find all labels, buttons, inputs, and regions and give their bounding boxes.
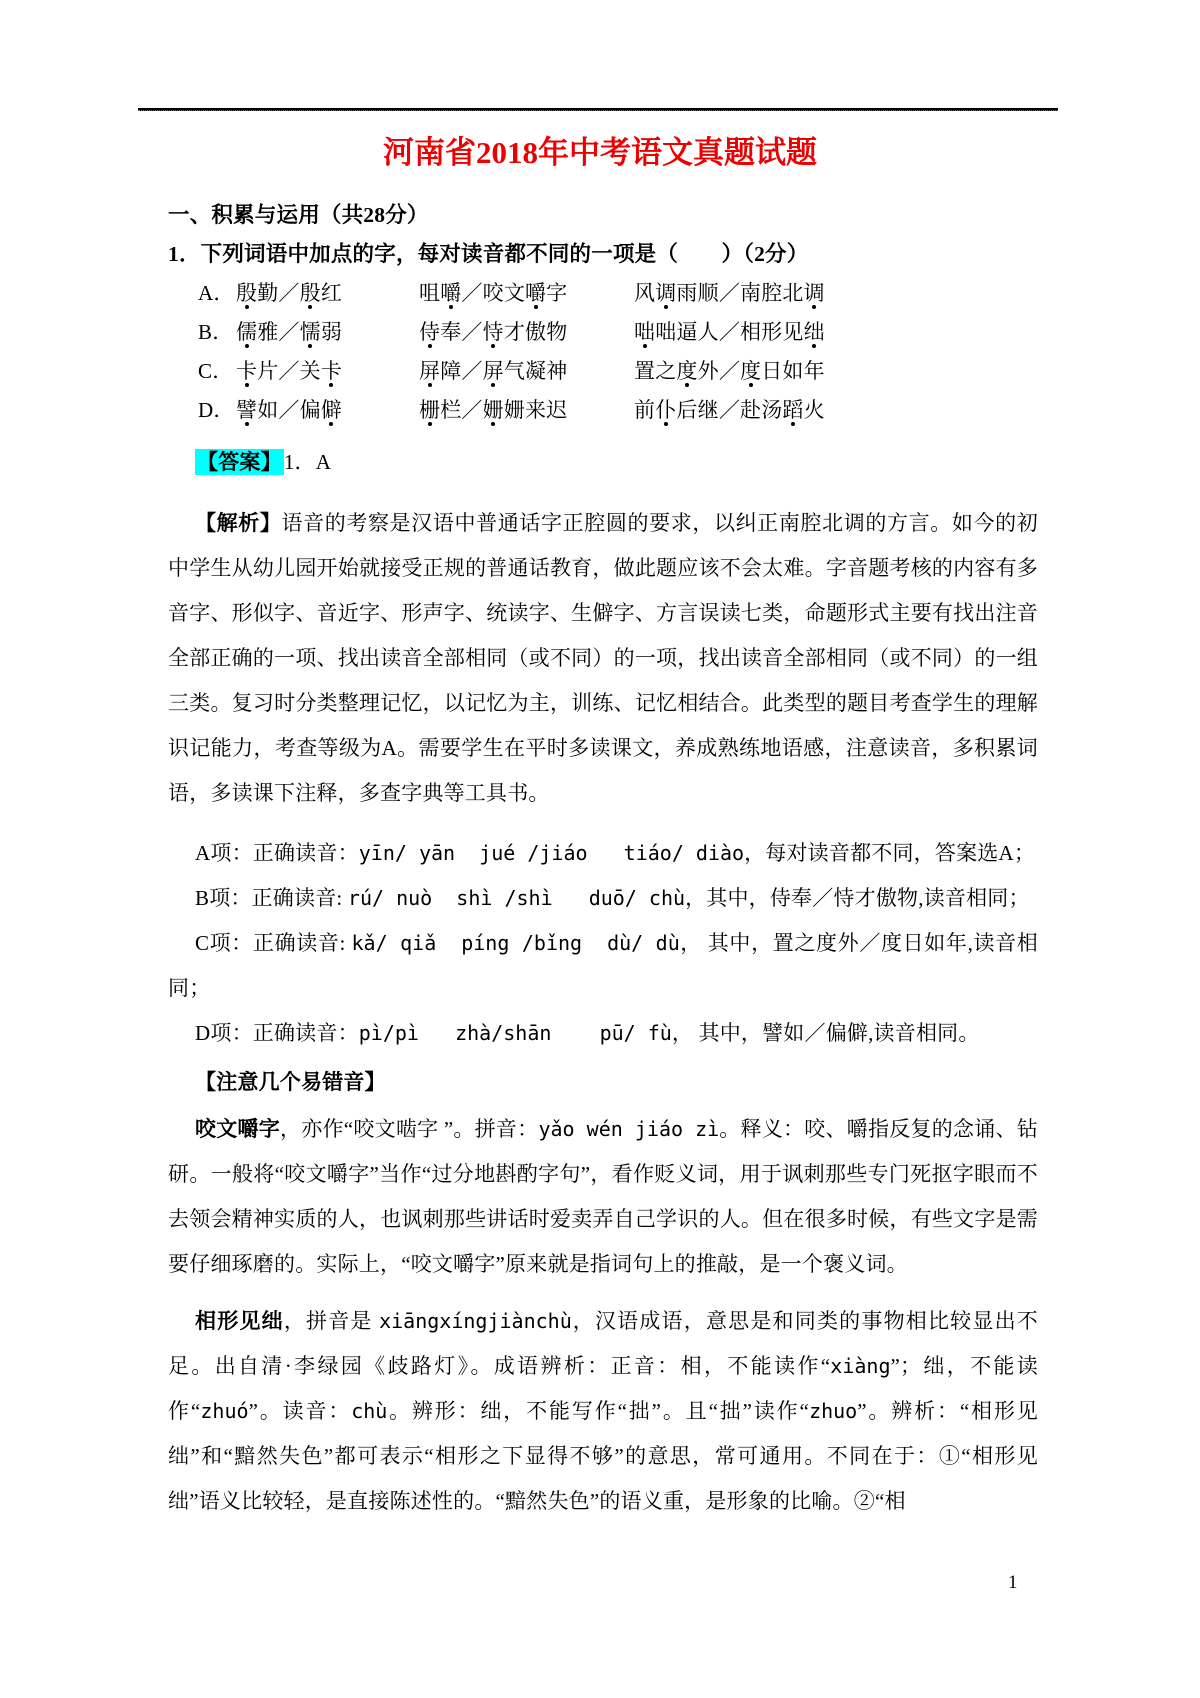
- emphasized-char: 度: [676, 359, 698, 383]
- text-segment: A项：正确读音：: [195, 841, 359, 865]
- option-word-group: 风调雨顺／南腔北调: [634, 281, 825, 305]
- emphasized-char: 屏: [419, 359, 441, 383]
- text-segment: 。辨形：绌，不能写作“拙”。且“拙”读作“: [387, 1399, 810, 1423]
- text-segment: ，汉语成语，意思是和同类的事物相比较显出不足。出自清·李绿园《歧路灯》。成语辨析：正音：相，不能读作“: [168, 1309, 1038, 1378]
- option-c-pinyin: [168, 921, 1038, 1011]
- emphasized-char: 蹈: [782, 398, 804, 422]
- emphasized-char: 绌: [803, 320, 825, 344]
- emphasized-char: 殷: [236, 281, 258, 305]
- yaowenjiaozi-paragraph: [168, 1107, 1038, 1287]
- pinyin-segment: yīn/ yān jué /jiáo tiáo/ diào: [358, 841, 745, 865]
- pinyin-segment: zhuó: [200, 1399, 249, 1423]
- emphasized-char: 侍: [419, 320, 441, 344]
- pinyin-segment: kǎ/ qiǎ píng /bǐng dù/ dù: [351, 931, 680, 955]
- pinyin-segment: rú/ nuò shì /shì duō/ chù: [347, 886, 686, 910]
- page-number: 1: [1008, 1572, 1018, 1593]
- xiangxingjianchu-paragraph: [168, 1299, 1038, 1524]
- text-segment: ， 其中，譬如／偏僻,读音相同。: [671, 1021, 980, 1045]
- text-segment: 。释义：咬、嚼指反复的念诵、钻研。一般将“咬文嚼字”当作“过分地斟酌字句”，看作贬义词，用于讽刺那些专门死抠字眼而不去领会精神实质的人，也讽刺那些讲话时爱卖弄自己学识的人。但在很多时候，有些文字是需要仔细琢磨的。实际上，“咬文嚼字”原来就是指词句上的推敲，是一个褒义词。: [168, 1117, 1038, 1276]
- option-word-group: 栅栏／姗姗来迟: [419, 398, 568, 422]
- option-word-group: 屏障／屏气凝神: [419, 359, 568, 383]
- emphasized-char: 譬: [236, 398, 258, 422]
- emphasized-char: 度: [740, 359, 762, 383]
- emphasized-char: 调: [655, 281, 677, 305]
- emphasized-char: 卡: [236, 359, 258, 383]
- text-segment: ，每对读音都不同，答案选A；: [744, 841, 1036, 865]
- emphasized-char: 咄: [634, 320, 656, 344]
- option-word-group: 譬如／偏僻: [236, 398, 343, 422]
- bold-lead: 相形见绌: [195, 1309, 284, 1333]
- emphasized-char: 嚼: [440, 281, 462, 305]
- analysis-blocks: [168, 501, 1038, 1524]
- option-b-pinyin: [168, 876, 1038, 921]
- emphasized-char: 仆: [655, 398, 677, 422]
- option-word-group: 咀嚼／咬文嚼字: [419, 281, 568, 305]
- text-segment: ，其中，侍奉／恃才傲物,读音相同；: [685, 886, 1030, 910]
- option-word-group: 殷勤／殷红: [236, 281, 343, 305]
- pinyin-segment: yǎo wén jiáo zì: [538, 1117, 720, 1141]
- text-segment: C项：正确读音:: [195, 931, 352, 955]
- bold-lead: 【解析】: [195, 511, 282, 535]
- option-word-group: 卡片／关卡: [236, 359, 343, 383]
- question-text: 1．下列词语中加点的字，每对读音都不同的一项是（ ）（2分）: [168, 242, 809, 266]
- option-row-b: [198, 313, 1038, 352]
- answer-value: 1．A: [283, 450, 332, 474]
- emphasized-char: 殷: [299, 281, 321, 305]
- emphasized-char: 儒: [236, 320, 258, 344]
- emphasized-char: 卡: [320, 359, 343, 383]
- answer-badge: 【答案】: [197, 450, 282, 474]
- option-label: C．: [198, 359, 234, 383]
- section-heading: 一、积累与运用（共28分）: [168, 203, 429, 227]
- pinyin-segment: xiàng: [830, 1354, 891, 1378]
- option-word-group: 侍奉／恃才傲物: [419, 320, 568, 344]
- emphasized-char: 屏: [482, 359, 504, 383]
- option-word-group: 儒雅／懦弱: [236, 320, 343, 344]
- text-segment: ”。辨析：“相形见绌”和“黯然失色”都可表示“相形之下显得不够”的意思，常可通用。不同在于：①“相形见绌”语义比较轻，是直接陈述性的。“黯然失色”的语义重，是形象的比喻。②“相: [168, 1399, 1038, 1513]
- emphasized-char: 懦: [299, 320, 321, 344]
- option-row-c: [198, 352, 1038, 391]
- option-d-pinyin: [168, 1011, 1038, 1056]
- option-row-a: [198, 274, 1038, 313]
- option-label: A．: [198, 281, 235, 305]
- pinyin-segment: chù: [351, 1399, 388, 1423]
- text-segment: ， 其中，置之度外／度日如年,读音相同；: [168, 931, 1038, 1000]
- header-rule: [138, 108, 1058, 111]
- emphasized-char: 调: [803, 281, 825, 305]
- option-label: B．: [198, 320, 234, 344]
- text-segment: B项：正确读音:: [195, 886, 348, 910]
- error-prone-notes-heading: [168, 1060, 1038, 1105]
- text-segment: ，亦作“咬文啮字 ”。拼音：: [280, 1117, 539, 1141]
- text-segment: ，拼音是: [283, 1309, 380, 1333]
- analysis-paragraph: [168, 501, 1038, 816]
- pinyin-segment: xiāngxíngjiànchù: [379, 1309, 572, 1333]
- page-title: 河南省2018年中考语文真题试题: [383, 135, 817, 170]
- options-list: [198, 274, 1038, 430]
- pinyin-segment: zhuo: [809, 1399, 858, 1423]
- text-segment: 语音的考察是汉语中普通话字正腔圆的要求，以纠正南腔北调的方言。如今的初中学生从幼儿园开始就接受正规的普通话教育，做此题应该不会太难。字音题考核的内容有多音字、形似字、音近字、形声字、统读字、生僻字、方言误读七类，命题形式主要有找出注音全部正确的一项、找出读音全部相同（或不同）的一项，找出读音全部相同（或不同）的一组三类。复习时分类整理记忆，以记忆为主，训练、记忆相结合。此类型的题目考查学生的理解识记能力，考查等级为A。需要学生在平时多读课文，养成熟练地语感，注意读音，多积累词语，多读课下注释，多查字典等工具书。: [168, 511, 1038, 805]
- document-content: [168, 196, 1038, 1524]
- emphasized-char: 嚼: [525, 281, 547, 305]
- option-label: D．: [198, 398, 235, 422]
- bold-lead: 【注意几个易错音】: [195, 1070, 386, 1094]
- option-word-group: 置之度外／度日如年: [634, 359, 825, 383]
- bold-lead: 咬文嚼字: [195, 1117, 281, 1141]
- pinyin-segment: pì/pì zhà/shān pū/ fù: [358, 1021, 672, 1045]
- text-segment: ”。读音：: [248, 1399, 352, 1423]
- emphasized-char: 僻: [320, 398, 343, 422]
- emphasized-char: 恃: [482, 320, 504, 344]
- emphasized-char: 栅: [419, 398, 441, 422]
- option-row-d: [198, 391, 1038, 430]
- emphasized-char: 姗: [482, 398, 504, 422]
- text-segment: ”；绌，不能读作“: [168, 1354, 1038, 1423]
- option-a-pinyin: [168, 831, 1038, 876]
- option-word-group: 前仆后继／赴汤蹈火: [634, 398, 825, 422]
- text-segment: D项：正确读音：: [195, 1021, 359, 1045]
- answer-line: [168, 443, 1038, 482]
- option-word-group: 咄咄逼人／相形见绌: [634, 320, 825, 344]
